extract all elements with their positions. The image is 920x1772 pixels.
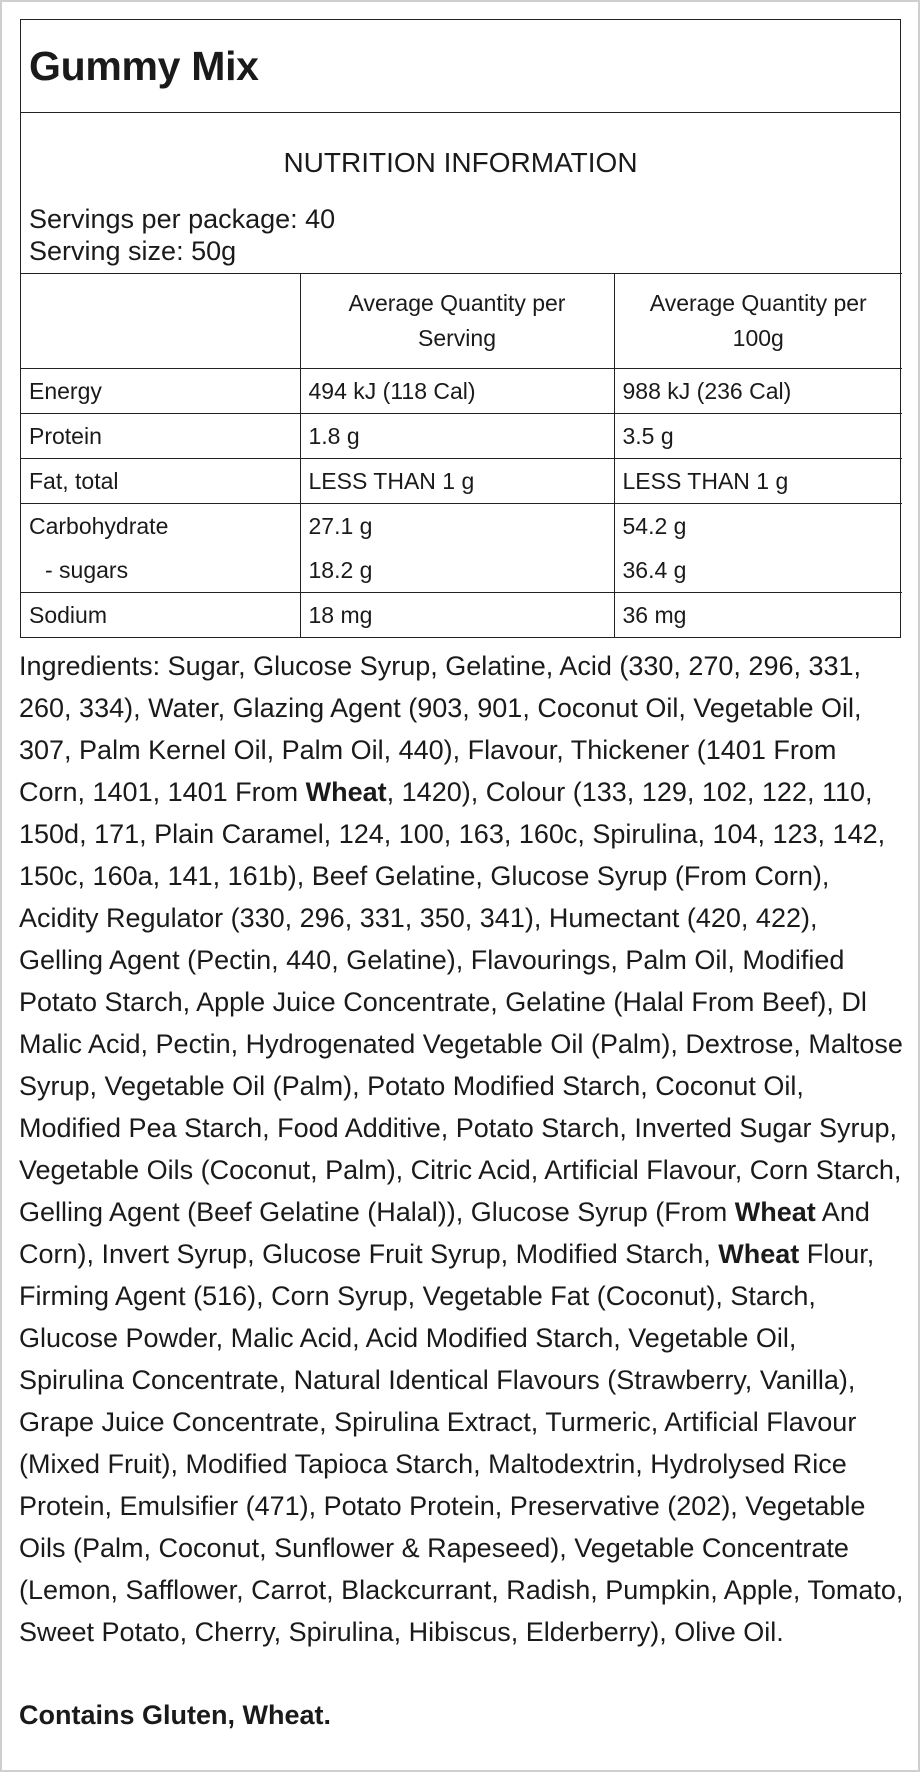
nutrition-heading: NUTRITION INFORMATION bbox=[283, 147, 638, 178]
column-header-label bbox=[21, 274, 300, 369]
row-label bbox=[21, 504, 300, 593]
row-per-100g: 36 mg bbox=[614, 593, 902, 638]
servings-per-package: Servings per package: 40 bbox=[29, 204, 336, 234]
sugars-per-100g: 36.4 g bbox=[622, 557, 687, 583]
table-row-fat bbox=[21, 459, 902, 504]
ingredients-segment: And Corn), Invert Syrup, Glucose Fruit Syrup, Modified Starch, bbox=[19, 1197, 870, 1269]
serving-info bbox=[21, 179, 900, 273]
row-per-serving: 494 kJ (118 Cal) bbox=[300, 369, 614, 414]
column-header-per-serving: Average Quantity per Serving bbox=[300, 274, 614, 369]
sugars-per-serving: 18.2 g bbox=[308, 557, 373, 583]
row-per-100g: 3.5 g bbox=[614, 414, 902, 459]
nutrition-panel bbox=[20, 19, 901, 638]
carbohydrate-per-serving: 27.1 g bbox=[308, 513, 373, 539]
row-per-serving: LESS THAN 1 g bbox=[300, 459, 614, 504]
row-per-serving bbox=[300, 504, 614, 593]
nutrition-table bbox=[21, 273, 902, 637]
ingredients-segment: , 1420), Colour (133, 129, 102, 122, 110, 150d, 171, Plain Caramel, 124, 100, 163, 160c, Spirulina, 104, 123, 142, 150c, 160a, 141, 161b), Beef Gelatine, Glucose Syrup (From Corn), Acidity Regulator (330, 296, 331, 350, 341), Humectant (420, 422), Gelling Agent (Pectin, 440, Gelatine), Flavourings, Palm Oil, Modified Potato Starch, Apple Juice Concentrate, Gelatine (Halal From Beef), Dl Malic Acid, Pectin, Hydrogenated Vegetable Oil (Palm), Dextrose, Maltose Syrup, Vegetable Oil (Palm), Potato Modified Starch, Coconut Oil, Modified Pea Starch, Food Additive, Potato Starch, Inverted Sugar Syrup, Vegetable Oils (Coconut, Palm), Citric Acid, Artificial Flavour, Corn Starch, Gelling Agent (Beef Gelatine (Halal)), Glucose Syrup (From bbox=[19, 777, 903, 1227]
sugars-label: - sugars bbox=[45, 557, 129, 583]
allergen-statement: Contains Gluten, Wheat. bbox=[19, 1700, 332, 1730]
ingredients-text bbox=[19, 645, 905, 1653]
serving-size: Serving size: 50g bbox=[29, 236, 237, 266]
row-label: Protein bbox=[21, 414, 300, 459]
row-per-100g bbox=[614, 504, 902, 593]
carbohydrate-label: Carbohydrate bbox=[29, 513, 169, 539]
product-name: Gummy Mix bbox=[29, 42, 259, 89]
row-label: Sodium bbox=[21, 593, 300, 638]
carbohydrate-per-100g: 54.2 g bbox=[622, 513, 687, 539]
ingredients-segment: Ingredients: Sugar, Glucose Syrup, Gelatine, Acid (330, 270, 296, 331, 260, 334), Water, Glazing Agent (903, 901, Coconut Oil, Vegetable Oil, 307, Palm Kernel Oil, Palm Oil, 440), Flavour, Thickener (1401 From Corn, 1401, 1401 From bbox=[19, 651, 862, 807]
allergen-highlight: Wheat bbox=[718, 1239, 800, 1269]
table-row-carbohydrate bbox=[21, 504, 902, 593]
row-per-100g: LESS THAN 1 g bbox=[614, 459, 902, 504]
ingredients-segment: Flour, Firming Agent (516), Corn Syrup, Vegetable Fat (Coconut), Starch, Glucose Powder, Malic Acid, Acid Modified Starch, Vegetable Oil, Spirulina Concentrate, Natural Identical Flavours (Strawberry, Vanilla), Grape Juice Concentrate, Spirulina Extract, Turmeric, Artificial Flavour (Mixed Fruit), Modified Tapioca Starch, Maltodextrin, Hydrolysed Rice Protein, Emulsifier (471), Potato Protein, Preservative (202), Vegetable Oils (Palm, Coconut, Sunflower & Rapeseed), Vegetable Concentrate (Lemon, Safflower, Carrot, Blackcurrant, Radish, Pumpkin, Apple, Tomato, Sweet Potato, Cherry, Spirulina, Hibiscus, Elderberry), Olive Oil. bbox=[19, 1239, 904, 1647]
row-per-serving: 18 mg bbox=[300, 593, 614, 638]
table-row-protein bbox=[21, 414, 902, 459]
product-header bbox=[21, 20, 900, 113]
table-row-energy bbox=[21, 369, 902, 414]
table-header-row bbox=[21, 274, 902, 369]
column-header-per-100g: Average Quantity per 100g bbox=[614, 274, 902, 369]
row-label: Energy bbox=[21, 369, 300, 414]
allergen-highlight: Wheat bbox=[305, 777, 387, 807]
row-label: Fat, total bbox=[21, 459, 300, 504]
row-per-serving: 1.8 g bbox=[300, 414, 614, 459]
allergen-highlight: Wheat bbox=[734, 1197, 816, 1227]
row-per-100g: 988 kJ (236 Cal) bbox=[614, 369, 902, 414]
table-row-sodium bbox=[21, 593, 902, 638]
